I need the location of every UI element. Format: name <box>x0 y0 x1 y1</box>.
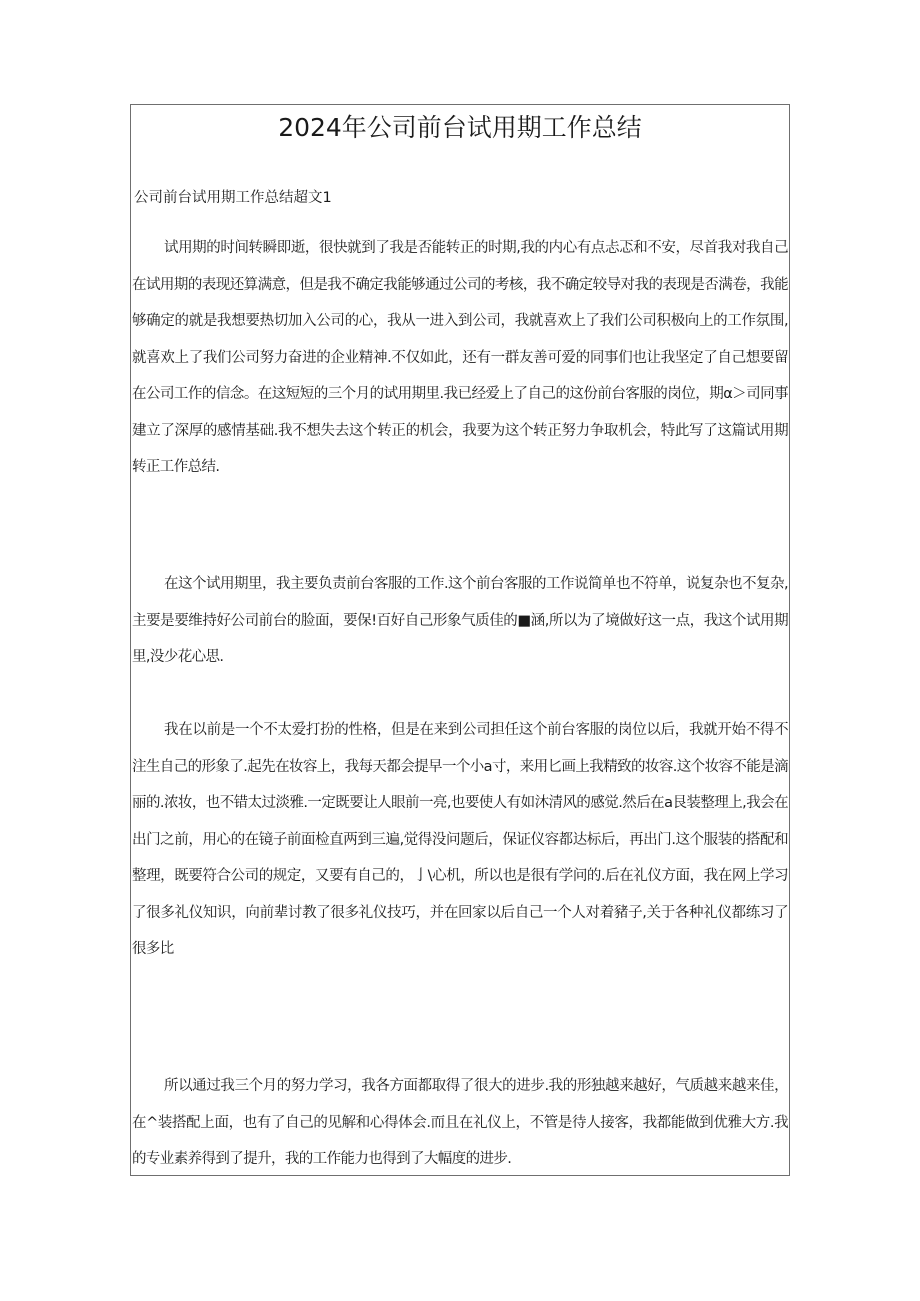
paragraph-3: 我在以前是一个不太爱打扮的性格，但是在来到公司担任这个前台客服的岗位以后，我就开始不得不注生自己的形象了.起先在妆容上，我每天都会提早一个小a寸，来用匕画上我精致的妆容.这个妆容不能是滴丽的.浓妆，也不错太过淡雅.一定既要让人眼前一亮,也要使人有如沐清风的感觉.然后在a艮装整理上,我会在出门之前，用心的在镜子前面检直两到三遍,觉得没问题后，保证仪容都达标后，再出门.这个服装的搭配和整理，既要符合公司的规定，又要有自己的，亅\心机，所以也是很有学问的.后在礼仪方面，我在网上学习了很多礼仪知识，向前辈讨教了很多礼仪技巧，并在回家以后自己一个人对着豬子,关于各种礼仪都练习了很多比 <box>132 722 788 957</box>
paragraph-2: 在这个试用期里，我主要负责前台客服的工作.这个前台客服的工作说简单也不符单，说复杂也不复杂,主要是要维持好公司前台的脸面，要保!百好自己形象气质佳的■涵,所以为了境做好这一点，我这个试用期里,没少花心思. <box>132 576 788 665</box>
section-heading: 公司前台试用期工作总结超文1 <box>134 190 332 206</box>
document-title: 2024年公司前台试用期工作总结 <box>278 113 642 142</box>
paragraph-1: 试用期的时间转瞬即逝，很快就到了我是否能转正的时期,我的内心有点忐忑和不安，尽首我对我自己在试用期的表现还算满意，但是我不确定我能够通过公司的考核，我不确定较导对我的表现是否满卷，我能够确定的就是我想要热切加入公司的心，我从一进入到公司，我就喜欢上了我们公司积极向上的工作氛围,就喜欢上了我们公司努力奋进的企业精神.不仅如此，还有一群友善可爱的同事们也让我坚定了自己想要留在公司工作的信念。在这短短的三个月的试用期里.我已经爱上了自己的这份前台客服的岗位，期α＞司同事建立了深厚的感情基础.我不想失去这个转正的机会，我要为这个转正努力争取机会，特此写了这篇试用期转正工作总结. <box>132 240 788 475</box>
paragraph-4: 所以通过我三个月的努力学习，我各方面都取得了很大的进步.我的形独越来越好，气质越来越来佳，在^装搭配上面，也有了自己的见解和心得体会.而且在礼仪上，不管是待人接客，我都能做到优雅大方.我的专业素养得到了提升，我的工作能力也得到了大幅度的进步. <box>132 1078 788 1167</box>
